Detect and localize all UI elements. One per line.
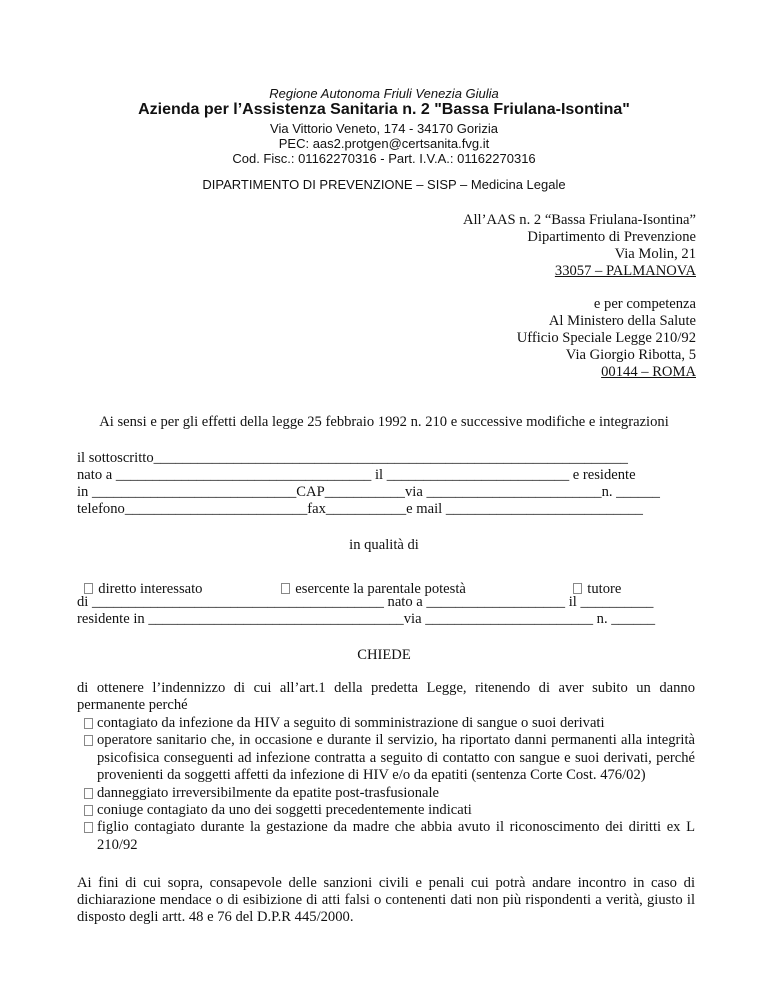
checkbox-icon[interactable] (573, 583, 582, 594)
agency-fiscal-code: Cod. Fisc.: 01162270316 - Part. I.V.A.: 01162270316 (232, 151, 536, 166)
reason-text: danneggiato irreversibilmente da epatite post-trasfusionale (97, 784, 440, 801)
option-guardian[interactable] (566, 564, 621, 598)
form-row-contacts[interactable]: telefono_________________________fax___________e mail ___________________________ (77, 501, 643, 517)
agency-pec: PEC: aas2.protgen@certsanita.fvg.it (278, 136, 490, 151)
request-title: CHIEDE (357, 647, 411, 663)
intro-text: Ai sensi e per gli effetti della legge 25 febbraio 1992 n. 210 e successive modifiche e integrazioni (99, 414, 669, 430)
form-row-subject-residence[interactable]: residente in ___________________________________via _______________________ n. ______ (77, 611, 656, 627)
option-parental-label: esercente la parentale potestà (295, 581, 466, 597)
request-text: di ottenere l’indennizzo di cui all’art.1 della predetta Legge, ritenendo di aver subito un danno permanente perché (77, 680, 695, 714)
option-guardian-label: tutore (587, 581, 622, 597)
checkbox-icon[interactable] (281, 583, 290, 594)
reason-item[interactable] (77, 819, 695, 854)
recipient1-line1: All’AAS n. 2 “Bassa Friulana-Isontina” (462, 212, 696, 228)
recipient2-line5: 00144 – ROMA (601, 364, 696, 380)
option-direct-label: diretto interessato (98, 581, 203, 597)
recipient2-line3: Ufficio Speciale Legge 210/92 (516, 330, 696, 346)
checkbox-icon[interactable] (84, 805, 93, 816)
recipient1-line2: Dipartimento di Prevenzione (527, 229, 696, 245)
form-row-residence[interactable]: in ____________________________CAP___________via ________________________n. ______ (77, 484, 660, 500)
reason-item[interactable] (77, 732, 695, 784)
reason-text: coniuge contagiato da uno dei soggetti precedentemente indicati (97, 802, 472, 819)
checkbox-icon[interactable] (84, 735, 93, 746)
checkbox-icon[interactable] (84, 718, 93, 729)
reason-text: operatore sanitario che, in occasione e durante il servizio, ha riportato danni permanenti alla integrità psicofisica conseguenti ad infezione contratta a seguito di contatto con sangue e suoi derivati, perché provenienti da soggetti affetti da infezione di HIV e/o da epatiti (sentenza Corte Cost. 476/02) (97, 732, 695, 784)
recipient1-line4: 33057 – PALMANOVA (554, 263, 696, 279)
checkbox-icon[interactable] (84, 822, 93, 833)
recipient2-line2: Al Ministero della Salute (548, 313, 696, 329)
option-direct[interactable] (77, 564, 202, 598)
reason-item[interactable] (77, 785, 695, 802)
reason-item[interactable] (77, 715, 695, 732)
recipient2-line1: e per competenza (593, 296, 696, 312)
agency-name: Azienda per l’Assistenza Sanitaria n. 2 "Bassa Friulana-Isontina" (138, 101, 630, 118)
reason-item[interactable] (77, 802, 695, 819)
closing-text: Ai fini di cui sopra, consapevole delle sanzioni civili e penali cui potrà andare incontro in caso di dichiarazione mendace o di esibizione di atti falsi o contenenti dati non più rispondenti a verità, giusto il disposto degli artt. 48 e 76 del D.P.R 445/2000. (77, 875, 695, 926)
checkbox-icon[interactable] (84, 583, 93, 594)
form-row-subject[interactable]: di ________________________________________ nato a ___________________ il __________ (77, 594, 654, 610)
agency-address: Via Vittorio Veneto, 174 - 34170 Gorizia (270, 121, 498, 136)
checkbox-icon[interactable] (84, 788, 93, 799)
recipient1-line3: Via Molin, 21 (614, 246, 696, 262)
form-row-birth[interactable]: nato a ___________________________________ il _________________________ e residente (77, 467, 636, 483)
reasons-list (77, 715, 695, 854)
reason-text: figlio contagiato durante la gestazione da madre che abbia avuto il riconoscimento dei diritti ex L 210/92 (97, 819, 695, 853)
recipient2-line4: Via Giorgio Ribotta, 5 (565, 347, 696, 363)
department-name: DIPARTIMENTO DI PREVENZIONE – SISP – Medicina Legale (202, 177, 566, 192)
capacity-label: in qualità di (349, 537, 419, 553)
option-parental[interactable] (274, 564, 466, 598)
region-name: Regione Autonoma Friuli Venezia Giulia (269, 86, 499, 101)
reason-text: contagiato da infezione da HIV a seguito di somministrazione di sangue o suoi derivati (97, 715, 605, 731)
form-row-name[interactable]: il sottoscritto_________________________________________________________________ (77, 450, 628, 466)
